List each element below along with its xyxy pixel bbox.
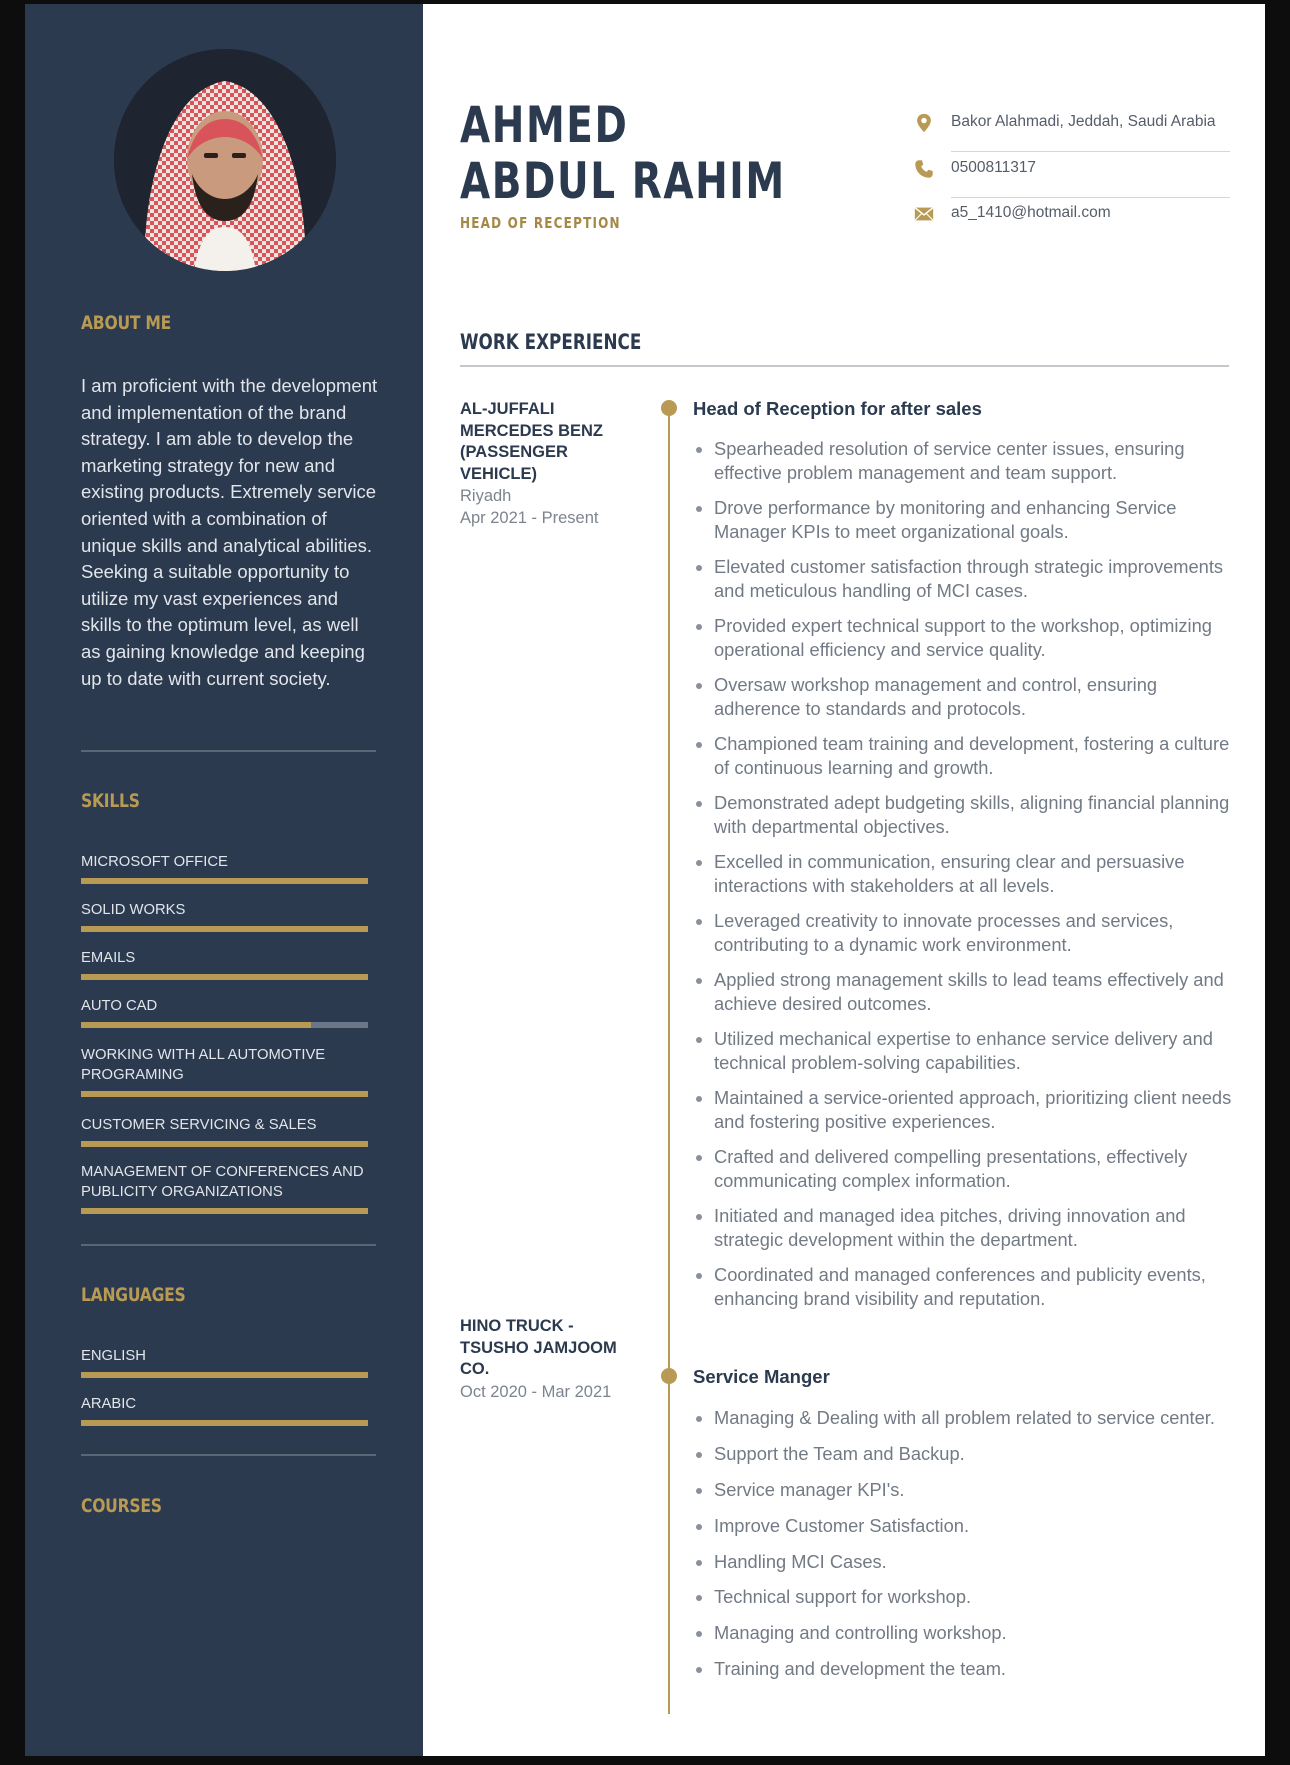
skill-level-bar [81, 878, 368, 884]
skill-label: ARABIC [81, 1396, 137, 1412]
skill-level-fill [81, 974, 368, 980]
skill-label: WORKING WITH ALL AUTOMOTIVE PROGRAMING [81, 1047, 326, 1083]
job-bullet: Excelled in communication, ensuring clear and persuasive interactions with stakeholders at all levels. [695, 850, 1240, 897]
job-bullet: Initiated and managed idea pitches, driving innovation and strategic development within the department. [695, 1204, 1240, 1251]
skill-label: ENGLISH [81, 1348, 146, 1364]
skill-label: EMAILS [81, 950, 136, 966]
job-company [460, 1316, 640, 1403]
job-bullet: Training and development the team. [695, 1657, 1240, 1681]
full-name [460, 97, 786, 209]
job-bullet: Coordinated and managed conferences and publicity events, enhancing brand visibility and reputation. [695, 1263, 1240, 1310]
skill-label: SOLID WORKS [81, 902, 186, 918]
job-bullet: Support the Team and Backup. [695, 1442, 1240, 1466]
skill-label: MICROSOFT OFFICE [81, 854, 228, 870]
job-bullet: Service manager KPI's. [695, 1478, 1240, 1502]
job-bullet-list [695, 1406, 1240, 1693]
skill-level-fill [81, 926, 368, 932]
profile-photo [114, 49, 336, 271]
main-content [423, 4, 1265, 1756]
job-bullet: Improve Customer Satisfaction. [695, 1514, 1240, 1538]
work-experience-heading: WORK EXPERIENCE [460, 330, 642, 354]
skill-item [81, 1115, 368, 1135]
skill-item [81, 996, 368, 1016]
job-bullet: Managing and controlling workshop. [695, 1621, 1240, 1645]
skill-label: CUSTOMER SERVICING & SALES [81, 1117, 317, 1133]
job-dates: Oct 2020 - Mar 2021 [460, 1382, 612, 1401]
phone-icon [913, 158, 935, 180]
skill-level-bar [81, 1420, 368, 1426]
skill-item [81, 900, 368, 920]
skill-level-bar [81, 1208, 368, 1214]
job-bullet: Managing & Dealing with all problem related to service center. [695, 1406, 1240, 1430]
name-line-2: ABDUL RAHIM [460, 152, 786, 210]
languages-heading: LANGUAGES [81, 1284, 186, 1306]
skill-level-fill [81, 878, 368, 884]
skill-item [81, 852, 368, 872]
job-bullet: Utilized mechanical expertise to enhance service delivery and technical problem-solving capabilities. [695, 1027, 1240, 1074]
job-bullet: Handling MCI Cases. [695, 1550, 1240, 1574]
name-line-1: AHMED [460, 96, 629, 154]
skill-item [81, 1394, 368, 1414]
job-dates: Apr 2021 - Present [460, 509, 599, 527]
contact-separator [951, 151, 1230, 152]
job-bullet: Leveraged creativity to innovate processes and services, contributing to a dynamic work environment. [695, 909, 1240, 956]
skill-level-fill [81, 1022, 311, 1028]
sidebar [25, 4, 423, 1756]
phone-text: 0500811317 [951, 159, 1037, 176]
company-name: AL-JUFFALI MERCEDES BENZ (PASSENGER VEHICLE) [460, 400, 604, 483]
timeline-dot [661, 400, 677, 416]
skill-label: MANAGEMENT OF CONFERENCES AND PUBLICITY ORGANIZATIONS [81, 1164, 364, 1200]
section-rule [460, 365, 1229, 367]
job-bullet: Maintained a service-oriented approach, prioritizing client needs and fostering positive experiences. [695, 1086, 1240, 1133]
job-bullet: Championed team training and development, fostering a culture of continuous learning and growth. [695, 732, 1240, 779]
job-bullet: Drove performance by monitoring and enhancing Service Manager KPIs to meet organizational goals. [695, 496, 1240, 543]
job-location: Riyadh [460, 487, 512, 505]
envelope-icon [913, 203, 935, 225]
skill-level-bar [81, 926, 368, 932]
skill-level-fill [81, 1420, 368, 1426]
skill-level-bar [81, 1141, 368, 1147]
location-text: Bakor Alahmadi, Jeddah, Saudi Arabia [951, 113, 1216, 130]
skill-item [81, 948, 368, 968]
sidebar-divider [81, 1244, 376, 1246]
job-role: Head of Reception for after sales [693, 398, 982, 419]
skill-item [81, 1045, 368, 1085]
job-bullet: Technical support for workshop. [695, 1585, 1240, 1609]
job-title: HEAD OF RECEPTION [460, 214, 621, 232]
job-bullet: Spearheaded resolution of service center issues, ensuring effective problem management and team support. [695, 437, 1240, 484]
job-bullet: Applied strong management skills to lead teams effectively and achieve desired outcomes. [695, 968, 1240, 1015]
location-pin-icon [913, 112, 935, 134]
skill-item [81, 1162, 368, 1202]
job-bullet-list [695, 437, 1240, 1322]
skill-item [81, 1346, 368, 1366]
about-me-text: I am proficient with the development and implementation of the brand strategy. I am able to develop the marketing strategy for new and existing products. Extremely service oriented with a combination of unique skills and analytical abilities. Seeking a suitable opportunity to utilize my vast experiences and skills to the optimum level, as well as gaining knowledge and keeping up to date with current society. [81, 375, 378, 689]
resume-page [25, 4, 1265, 1756]
job-company [460, 399, 640, 529]
skill-label: AUTO CAD [81, 998, 158, 1014]
skill-level-fill [81, 1372, 368, 1378]
contact-email [913, 199, 1230, 243]
skill-level-bar [81, 1091, 368, 1097]
about-me-heading: ABOUT ME [81, 312, 172, 334]
skills-heading: SKILLS [81, 790, 140, 812]
company-name: HINO TRUCK - TSUSHO JAMJOOM CO. [460, 1317, 617, 1378]
timeline-line [668, 404, 670, 1714]
contact-phone [913, 154, 1230, 198]
job-role: Service Manger [693, 1366, 830, 1387]
job-bullet: Oversaw workshop management and control, ensuring adherence to standards and protocols. [695, 673, 1240, 720]
contact-location [913, 108, 1230, 152]
skill-level-bar [81, 974, 368, 980]
email-text: a5_1410@hotmail.com [951, 204, 1111, 221]
skill-level-fill [81, 1091, 368, 1097]
sidebar-divider [81, 750, 376, 752]
skill-level-bar [81, 1372, 368, 1378]
job-bullet: Elevated customer satisfaction through strategic improvements and meticulous handling of MCI cases. [695, 555, 1240, 602]
courses-heading: COURSES [81, 1495, 162, 1517]
profile-photo-illustration [114, 49, 336, 271]
timeline-dot [661, 1368, 677, 1384]
contact-separator [951, 197, 1230, 198]
skill-level-fill [81, 1141, 368, 1147]
job-bullet: Provided expert technical support to the workshop, optimizing operational efficiency and service quality. [695, 614, 1240, 661]
job-bullet: Crafted and delivered compelling presentations, effectively communicating complex information. [695, 1145, 1240, 1192]
job-bullet: Demonstrated adept budgeting skills, aligning financial planning with departmental objectives. [695, 791, 1240, 838]
sidebar-divider [81, 1454, 376, 1456]
skill-level-fill [81, 1208, 368, 1214]
skill-level-bar [81, 1022, 368, 1028]
